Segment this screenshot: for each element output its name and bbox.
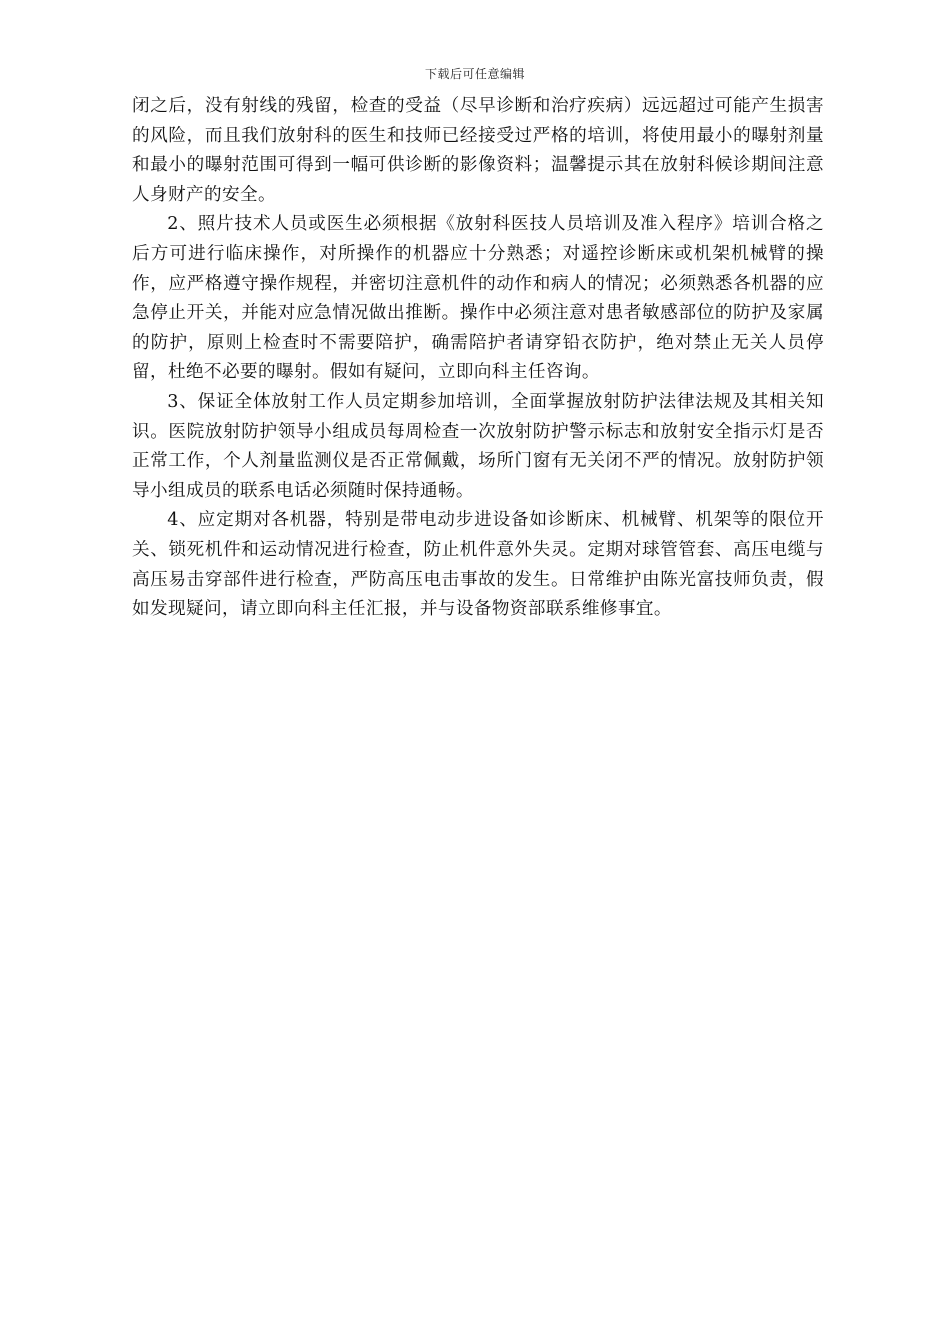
document-body: [132, 92, 824, 625]
paragraph-item-3: 3、保证全体放射工作人员定期参加培训，全面掌握放射防护法律法规及其相关知识。医院放射防护领导小组成员每周检查一次放射防护警示标志和放射安全指示灯是否正常工作，个人剂量监测仪是否正常佩戴，场所门窗有无关闭不严的情况。放射防护领导小组成员的联系电话必须随时保持通畅。: [132, 391, 824, 501]
paragraph-continuation: 闭之后，没有射线的残留，检查的受益（尽早诊断和治疗疾病）远远超过可能产生损害的风险，而且我们放射科的医生和技师已经接受过严格的培训，将使用最小的曝射剂量和最小的曝射范围可得到一幅可供诊断的影像资料；温馨提示其在放射科候诊期间注意人身财产的安全。: [132, 96, 824, 205]
page-header: 下载后可任意编辑: [424, 67, 525, 81]
paragraph-item-4: 4、应定期对各机器，特别是带电动步进设备如诊断床、机械臂、机架等的限位开关、锁死机件和运动情况进行检查，防止机件意外失灵。定期对球管管套、高压电缆与高压易击穿部件进行检查，严防高压电击事故的发生。日常维护由陈光富技师负责，假如发现疑问，请立即向科主任汇报，并与设备物资部联系维修事宜。: [132, 510, 824, 620]
paragraph-item-2: 2、照片技术人员或医生必须根据《放射科医技人员培训及准入程序》培训合格之后方可进行临床操作，对所操作的机器应十分熟悉；对遥控诊断床或机架机械臂的操作，应严格遵守操作规程，并密切注意机件的动作和病人的情况；必须熟悉各机器的应急停止开关，并能对应急情况做出推断。操作中必须注意对患者敏感部位的防护及家属的防护，原则上检查时不需要陪护，确需陪护者请穿铅衣防护，绝对禁止无关人员停留，杜绝不必要的曝射。假如有疑问，立即向科主任咨询。: [132, 214, 824, 383]
